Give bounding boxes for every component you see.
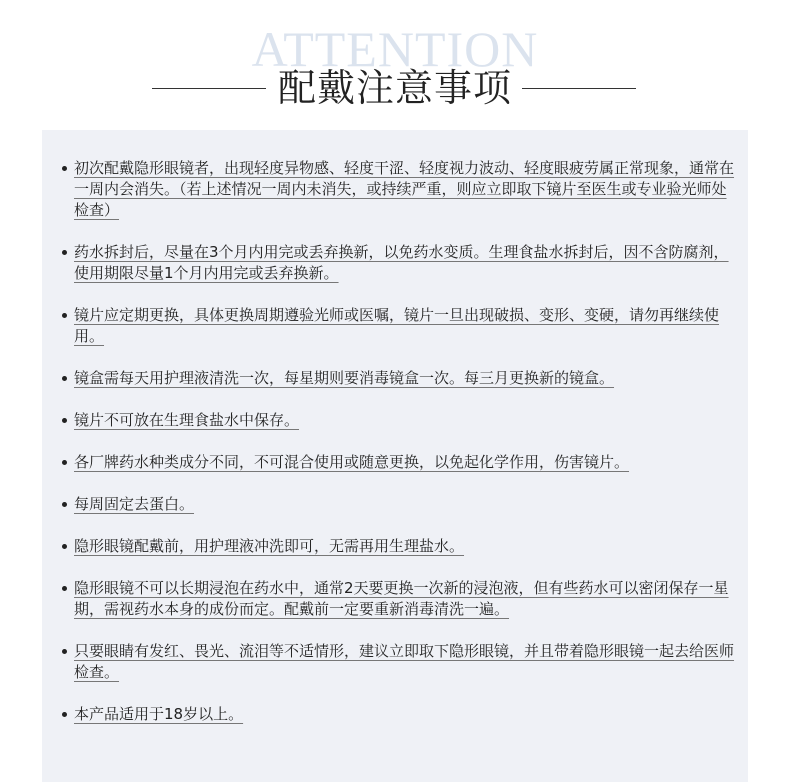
page-title: 配戴注意事项: [277, 66, 512, 110]
title-row: [0, 62, 790, 114]
note-text: 只要眼睛有发红、畏光、流泪等不适情形，建议立即取下隐形眼镜，并且带着隐形眼镜一起去给医师检查。: [74, 642, 735, 681]
bullet-icon: [62, 649, 67, 654]
bullet-icon: [62, 502, 67, 507]
note-text: 镜片应定期更换，具体更换周期遵验光师或医嘱，镜片一旦出现破损、变形、变硬，请勿再继续使用。: [74, 306, 720, 345]
note-text: 本产品适用于18岁以上。: [74, 705, 244, 723]
note-item: [62, 578, 734, 620]
note-text: 每周固定去蛋白。: [74, 495, 195, 513]
note-text: 镜片不可放在生理食盐水中保存。: [74, 411, 300, 429]
note-item: [62, 704, 734, 725]
bullet-icon: [62, 376, 67, 381]
note-item: [62, 452, 734, 473]
note-item: [62, 494, 734, 515]
note-item: [62, 242, 734, 284]
note-item: [62, 641, 734, 683]
note-item: [62, 536, 734, 557]
bullet-icon: [62, 418, 67, 423]
note-text: 镜盒需每天用护理液清洗一次，每星期则要消毒镜盒一次。每三月更换新的镜盒。: [74, 369, 615, 387]
note-text: 各厂牌药水种类成分不同，不可混合使用或随意更换，以免起化学作用，伤害镜片。: [74, 453, 630, 471]
bullet-icon: [62, 166, 67, 171]
note-item: [62, 158, 734, 221]
note-item: [62, 305, 734, 347]
bullet-icon: [62, 313, 67, 318]
bullet-icon: [62, 586, 67, 591]
bullet-icon: [62, 712, 67, 717]
note-text: 药水拆封后，尽量在3个月内用完或丢弃换新，以免药水变质。生理食盐水拆封后，因不含防腐剂，使用期限尽量1个月内用完或丢弃换新。: [74, 243, 729, 282]
bullet-icon: [62, 460, 67, 465]
note-item: [62, 410, 734, 431]
note-item: [62, 368, 734, 389]
notes-panel: [42, 130, 748, 782]
watermark-text: ATTENTION: [251, 21, 539, 77]
note-text: 隐形眼镜配戴前，用护理液冲洗即可，无需再用生理盐水。: [74, 537, 465, 555]
header: [0, 0, 790, 120]
title-divider-right: [522, 88, 636, 89]
bullet-icon: [62, 250, 67, 255]
bullet-icon: [62, 544, 67, 549]
note-text: 隐形眼镜不可以长期浸泡在药水中，通常2天要更换一次新的浸泡液，但有些药水可以密闭保存一星期，需视药水本身的成份而定。配戴前一定要重新消毒清洗一遍。: [74, 579, 729, 618]
note-text: 初次配戴隐形眼镜者，出现轻度异物感、轻度干涩、轻度视力波动、轻度眼疲劳属正常现象，通常在一周内会消失。（若上述情况一周内未消失，或持续严重，则应立即取下镜片至医生或专业验光师处检查）: [74, 159, 735, 219]
